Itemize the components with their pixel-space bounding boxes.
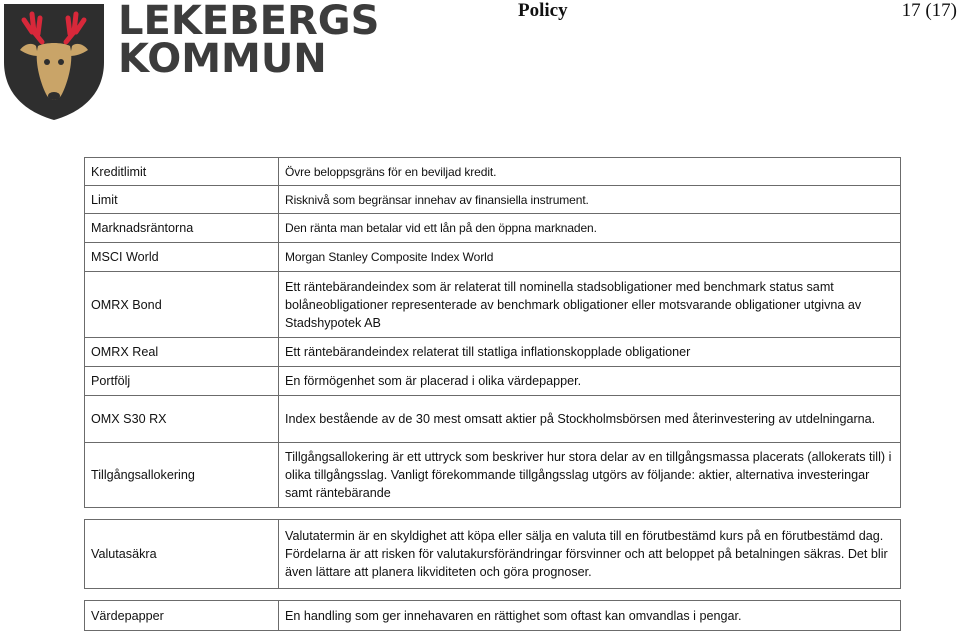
term-cell: Portfölj <box>85 367 279 396</box>
municipality-logo <box>0 0 380 125</box>
table-row <box>85 338 901 367</box>
term-cell: Kreditlimit <box>85 158 279 186</box>
term-cell: OMRX Bond <box>85 272 279 338</box>
description-cell: Tillgångsallokering är ett uttryck som beskriver hur stora delar av en tillgångsmassa placerats (allokerats till) i olika tillgångsslag. Vanligt förekommande tillgångsslag utgörs av följande: aktier, alternativa investeringar samt räntebärande <box>279 443 901 508</box>
coat-of-arms-icon <box>2 2 106 122</box>
description-cell: Risknivå som begränsar innehav av finansiella instrument. <box>279 186 901 214</box>
logo-line-1: LEKEBERGS <box>118 0 380 44</box>
description-cell: Övre beloppsgräns för en beviljad kredit. <box>279 158 901 186</box>
table-row <box>85 243 901 272</box>
term-cell: Limit <box>85 186 279 214</box>
term-cell: Tillgångsallokering <box>85 443 279 508</box>
description-cell: En förmögenhet som är placerad i olika värdepapper. <box>279 367 901 396</box>
term-cell: Valutasäkra <box>85 520 279 589</box>
term-cell: OMX S30 RX <box>85 396 279 443</box>
logo-wordmark <box>118 0 380 82</box>
page-title: Policy <box>518 0 568 21</box>
term-cell: MSCI World <box>85 243 279 272</box>
description-cell: En handling som ger innehavaren en rättighet som oftast kan omvandlas i pengar. <box>279 601 901 631</box>
table-gap <box>85 508 901 520</box>
description-cell: Ett räntebärandeindex relaterat till statliga inflationskopplade obligationer <box>279 338 901 367</box>
logo-line-2: KOMMUN <box>118 36 327 82</box>
term-cell: OMRX Real <box>85 338 279 367</box>
table-row <box>85 186 901 214</box>
description-cell: Morgan Stanley Composite Index World <box>279 243 901 272</box>
page-number: 17 (17) <box>901 0 957 21</box>
table-row <box>85 214 901 243</box>
table-row <box>85 601 901 631</box>
table-row <box>85 443 901 508</box>
table-row <box>85 367 901 396</box>
table-row <box>85 158 901 186</box>
description-cell: Index bestående av de 30 mest omsatt aktier på Stockholmsbörsen med återinvestering av utdelningarna. <box>279 396 901 443</box>
table-row <box>85 396 901 443</box>
table-row <box>85 272 901 338</box>
description-cell: Den ränta man betalar vid ett lån på den öppna marknaden. <box>279 214 901 243</box>
term-cell: Marknadsräntorna <box>85 214 279 243</box>
table-row <box>85 520 901 589</box>
description-cell: Valutatermin är en skyldighet att köpa eller sälja en valuta till en förutbestämd kurs på en förutbestämd dag. Fördelarna är att risken för valutakursförändringar försvinner och att beloppet på betalningen säkras. Det blir även lättare att planera likviditeten och göra prognoser. <box>279 520 901 589</box>
table-gap <box>85 589 901 601</box>
definitions-table <box>84 157 901 631</box>
description-cell: Ett räntebärandeindex som är relaterat till nominella stadsobligationer med benchmark status samt bolåneobligationer representerade av benchmark obligationer eller motsvarande obligationer utgivna av Stadshypotek AB <box>279 272 901 338</box>
term-cell: Värdepapper <box>85 601 279 631</box>
